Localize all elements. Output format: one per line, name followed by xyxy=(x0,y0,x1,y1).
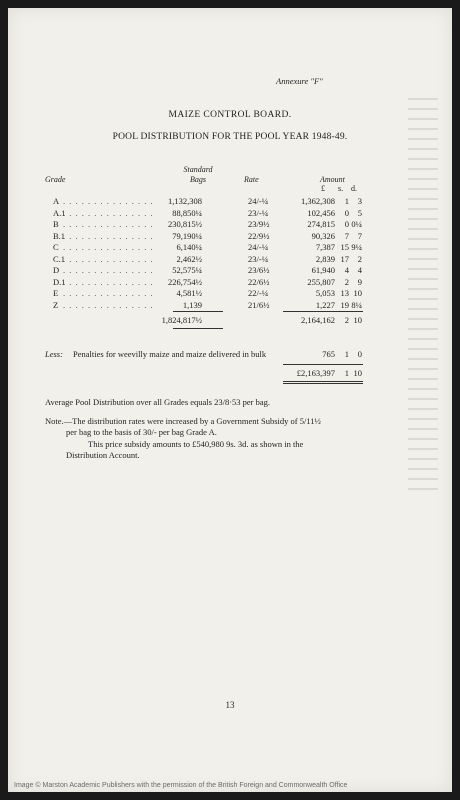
grand-total-rule xyxy=(283,364,363,365)
row-rate: 24/-¼ xyxy=(248,242,269,252)
note-line4: Distribution Account. xyxy=(66,450,140,460)
annexure-label: Annexure "F" xyxy=(276,76,323,86)
total-pence: 10 xyxy=(353,315,362,325)
row-pounds: 2,839 xyxy=(315,253,335,264)
row-bags: 52,575¼ xyxy=(172,265,202,275)
header-grade: Grade xyxy=(45,175,66,184)
row-leader-dots: . . . . . . . . . . . . . . . xyxy=(63,276,154,287)
row-bags: 88,850¼ xyxy=(172,207,202,218)
row-pounds: 7,387 xyxy=(315,242,335,252)
row-pounds: 1,227 xyxy=(315,299,335,310)
row-pence: 8¼ xyxy=(351,299,362,310)
table-row xyxy=(8,208,452,219)
amount-total-rule xyxy=(283,311,363,312)
row-rate: 23/6½ xyxy=(248,265,270,275)
row-pence: 2 xyxy=(357,253,362,264)
header-pounds: £ xyxy=(321,184,325,193)
row-rate: 23/9½ xyxy=(248,219,270,229)
row-shillings: 19 xyxy=(340,299,349,310)
row-rate: 21/6½ xyxy=(248,299,270,310)
row-rate: 22/6½ xyxy=(248,276,270,287)
row-pounds: 255,807 xyxy=(307,276,335,287)
less-label: Less: xyxy=(45,349,63,359)
row-bags: 1,132,308 xyxy=(168,196,202,206)
row-leader-dots: . . . . . . . . . . . . . . . xyxy=(63,196,154,206)
less-pence: 0 xyxy=(357,349,362,359)
row-pence: 7 xyxy=(357,230,362,241)
row-bags: 79,190¼ xyxy=(172,230,202,241)
row-leader-dots: . . . . . . . . . . . . . . . xyxy=(63,253,154,264)
row-pounds: 5,053 xyxy=(315,288,335,298)
row-pence: 3 xyxy=(357,196,362,206)
row-rate: 23/-¼ xyxy=(248,207,269,218)
row-leader-dots: . . . . . . . . . . . . . . . xyxy=(63,207,154,218)
average-text: Average Pool Distribution over all Grades equals 23/8·53 per bag. xyxy=(45,397,271,407)
page-title: MAIZE CONTROL BOARD. xyxy=(168,110,292,120)
totals-row xyxy=(8,315,452,326)
row-grade: D.1 xyxy=(53,276,66,287)
row-grade: A.1 xyxy=(53,207,66,218)
note-line2: per bag to the basis of 30/- per bag Grade A. xyxy=(66,427,217,437)
grand-total-underline-1 xyxy=(283,381,363,382)
row-shillings: 15 xyxy=(340,242,349,252)
row-bags: 2,462½ xyxy=(176,253,202,264)
total-bags: 1,824,817½ xyxy=(161,315,202,325)
row-leader-dots: . . . . . . . . . . . . . . . xyxy=(63,265,154,275)
document-page xyxy=(8,8,452,792)
table-row xyxy=(8,242,452,253)
row-pence: 9 xyxy=(357,276,362,287)
row-shillings: 0 xyxy=(344,207,349,218)
header-bags-line1: Standard xyxy=(183,165,213,174)
page-number: 13 xyxy=(225,700,235,710)
row-grade: C.1 xyxy=(53,253,66,264)
header-shillings: s. xyxy=(338,184,344,193)
row-pence: 10 xyxy=(353,288,362,298)
row-leader-dots: . . . . . . . . . . . . . . . xyxy=(63,230,154,241)
total-shillings: 2 xyxy=(344,315,349,325)
row-grade: Z xyxy=(53,299,59,310)
row-shillings: 0 xyxy=(344,219,349,229)
row-grade: A xyxy=(53,196,60,206)
table-row xyxy=(8,231,452,242)
row-pounds: 274,815 xyxy=(307,219,335,229)
row-grade: D xyxy=(53,265,60,275)
row-shillings: 7 xyxy=(344,230,349,241)
row-shillings: 4 xyxy=(344,265,349,275)
less-shillings: 1 xyxy=(344,349,349,359)
row-leader-dots: . . . . . . . . . . . . . . . xyxy=(63,288,154,298)
row-grade: E xyxy=(53,288,59,298)
table-row xyxy=(8,277,452,288)
copyright-footer: Image © Marston Academic Publishers with the permission of the British Foreign and Commonwealth Office xyxy=(14,782,348,789)
header-bags-line2: Bags xyxy=(190,175,206,184)
row-pence: 0¼ xyxy=(351,219,362,229)
bags-total-underline xyxy=(173,328,223,329)
row-pence: 5 xyxy=(357,207,362,218)
grand-total-pence: 10 xyxy=(353,368,362,378)
less-text: Penalties for weevilly maize and maize delivered in bulk xyxy=(73,349,267,359)
grand-total-row xyxy=(8,368,452,379)
header-pence: d. xyxy=(351,184,357,193)
header-amount: Amount xyxy=(320,175,345,184)
table-row xyxy=(8,300,452,311)
page-subtitle: POOL DISTRIBUTION FOR THE POOL YEAR 1948-49. xyxy=(112,132,348,142)
total-pounds: 2,164,162 xyxy=(301,315,335,325)
row-rate: 23/-¼ xyxy=(248,253,269,264)
less-pounds: 765 xyxy=(322,349,335,359)
row-pounds: 90,326 xyxy=(311,230,335,241)
row-bags: 1,139 xyxy=(182,299,202,310)
row-bags: 226,754½ xyxy=(168,276,202,287)
row-shillings: 17 xyxy=(340,253,349,264)
row-shillings: 2 xyxy=(344,276,349,287)
row-grade: B.1 xyxy=(53,230,66,241)
note-line1: Note.—The distribution rates were increased by a Government Subsidy of 5/11½ xyxy=(45,416,321,426)
row-rate: 22/-¼ xyxy=(248,288,269,298)
table-row xyxy=(8,265,452,276)
row-rate: 24/-¼ xyxy=(248,196,269,206)
grand-total-pounds: £2,163,397 xyxy=(296,368,335,378)
table-row xyxy=(8,288,452,299)
row-pounds: 1,362,308 xyxy=(301,196,335,206)
row-grade: B xyxy=(53,219,59,229)
header-rate: Rate xyxy=(244,175,259,184)
grand-total-underline-2 xyxy=(283,383,363,384)
row-pounds: 61,940 xyxy=(311,265,335,275)
row-shillings: 1 xyxy=(344,196,349,206)
row-leader-dots: . . . . . . . . . . . . . . . xyxy=(63,219,154,229)
row-pounds: 102,456 xyxy=(307,207,335,218)
bags-total-rule xyxy=(173,311,223,312)
row-rate: 22/9½ xyxy=(248,230,270,241)
row-shillings: 13 xyxy=(340,288,349,298)
row-leader-dots: . . . . . . . . . . . . . . . xyxy=(63,242,154,252)
row-grade: C xyxy=(53,242,59,252)
row-bags: 6,140¼ xyxy=(176,242,202,252)
row-bags: 4,581½ xyxy=(176,288,202,298)
row-bags: 230,815½ xyxy=(168,219,202,229)
row-pence: 4 xyxy=(357,265,362,275)
table-row xyxy=(8,254,452,265)
less-row xyxy=(8,349,452,360)
grand-total-shillings: 1 xyxy=(344,368,349,378)
row-pence: 9¼ xyxy=(351,242,362,252)
table-row xyxy=(8,219,452,230)
table-row xyxy=(8,196,452,207)
note-line3: This price subsidy amounts to £540,980 9s. 3d. as shown in the xyxy=(88,439,304,449)
row-leader-dots: . . . . . . . . . . . . . . . xyxy=(63,299,154,310)
